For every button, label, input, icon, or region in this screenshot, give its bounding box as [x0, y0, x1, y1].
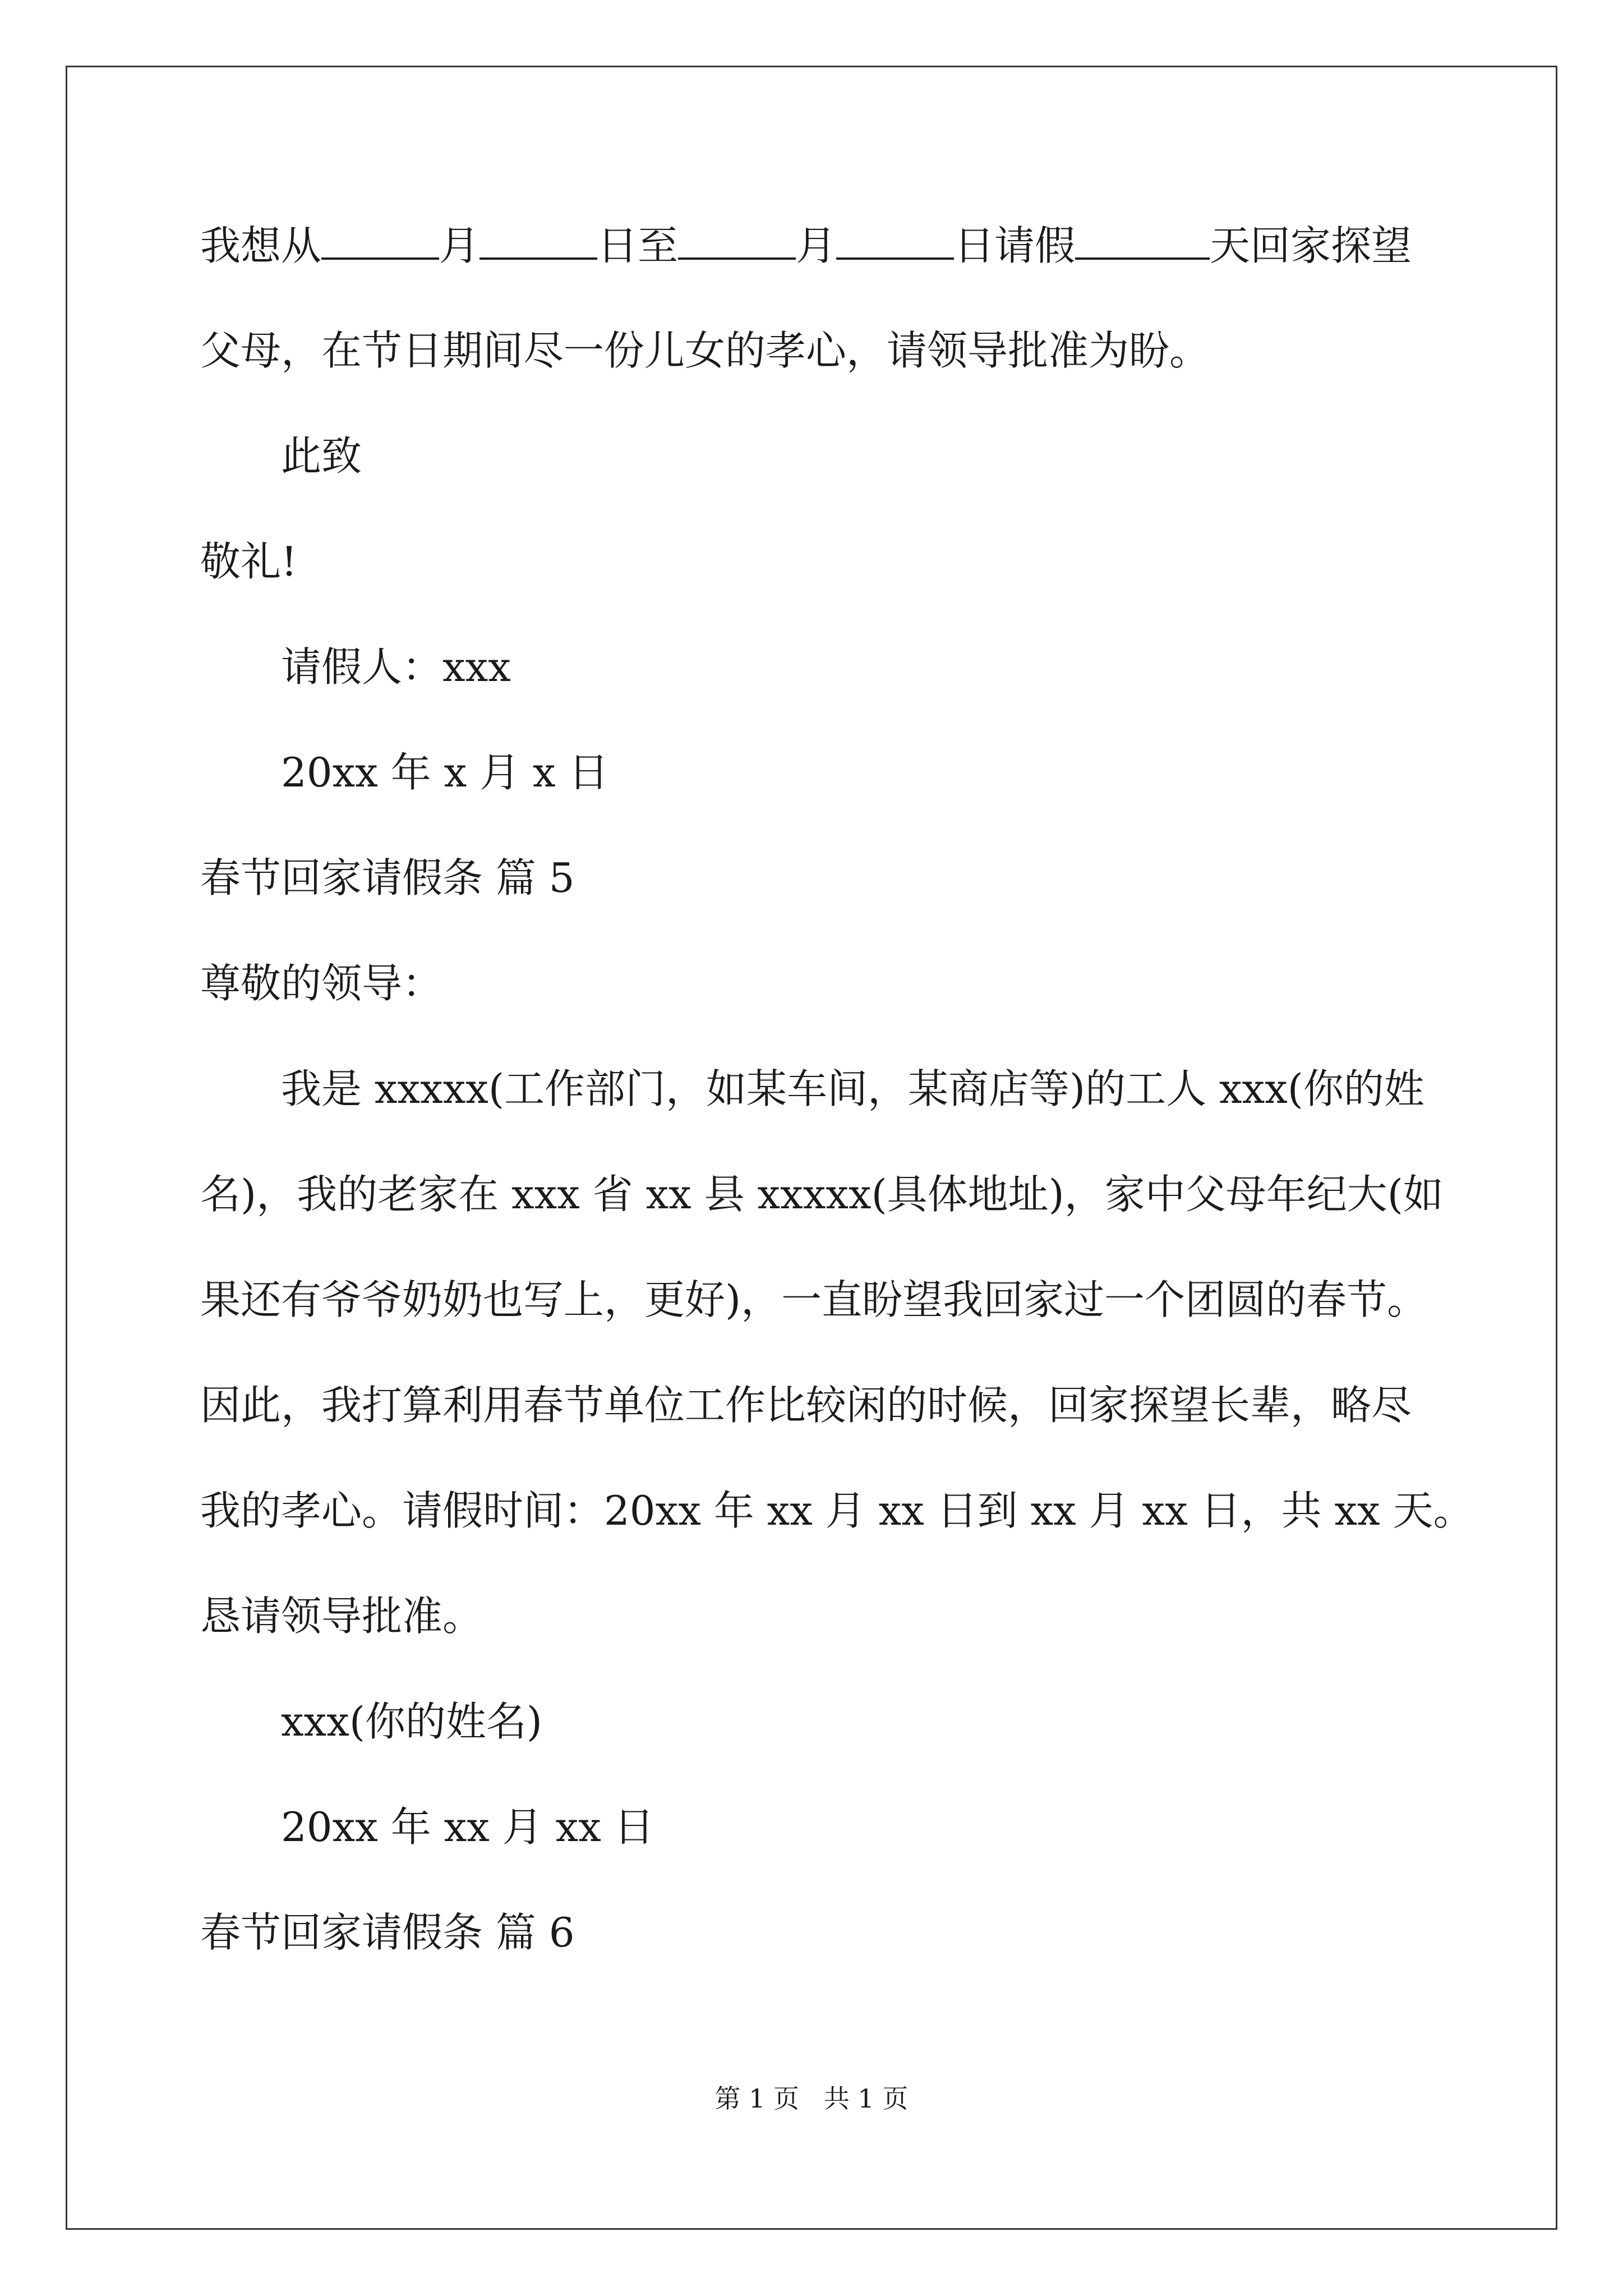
text-segment: 我想从	[200, 222, 322, 269]
signature-date: 20xx 年 x 月 x 日	[281, 749, 609, 796]
page-footer: 第 1 页 共 1 页	[714, 2083, 909, 2114]
text-segment: 天回家探望	[1210, 222, 1412, 269]
paragraph-line: 父母，在节日期间尽一份儿女的孝心，请领导批准为盼。	[200, 327, 1210, 374]
signature-name: xxx(你的姓名)	[281, 1698, 542, 1745]
text-segment: 日至	[597, 222, 679, 269]
paragraph-line: 恳请领导批准。	[200, 1593, 483, 1640]
section-heading: 春节回家请假条 篇 5	[200, 854, 575, 901]
blank-days-count	[1075, 222, 1210, 260]
section-heading: 春节回家请假条 篇 6	[200, 1909, 575, 1956]
blank-month-to	[678, 222, 796, 260]
document-body	[200, 222, 1490, 2014]
letter-greeting: 尊敬的领导：	[200, 960, 443, 1007]
text-segment: 日请假	[954, 222, 1076, 269]
paragraph-line: 名)，我的老家在 xxx 省 xx 县 xxxxx(具体地址)，家中父母年纪大(如	[200, 1171, 1444, 1218]
signature-date: 20xx 年 xx 月 xx 日	[281, 1803, 654, 1851]
blank-day-to	[836, 222, 954, 260]
paragraph-line: 果还有爷爷奶奶也写上，更好)，一直盼望我回家过一个团圆的春节。	[200, 1276, 1428, 1323]
blank-day-from	[479, 222, 597, 260]
form-line-dates	[200, 222, 1490, 269]
paragraph-line: 因此，我打算利用春节单位工作比较闲的时候，回家探望长辈，略尽	[200, 1382, 1412, 1429]
text-segment: 月	[796, 222, 837, 269]
paragraph-line: 我的孝心。请假时间：20xx 年 xx 月 xx 日到 xx 月 xx 日，共 xx 天。	[200, 1487, 1474, 1534]
text-segment: 月	[439, 222, 480, 269]
closing-regards: 敬礼!	[200, 538, 297, 585]
blank-month-from	[321, 222, 439, 260]
closing-salutation: 此致	[281, 432, 362, 480]
signature-applicant: 请假人：xxx	[281, 643, 511, 691]
paragraph-line: 我是 xxxxx(工作部门，如某车间，某商店等)的工人 xxx(你的姓	[281, 1065, 1424, 1112]
